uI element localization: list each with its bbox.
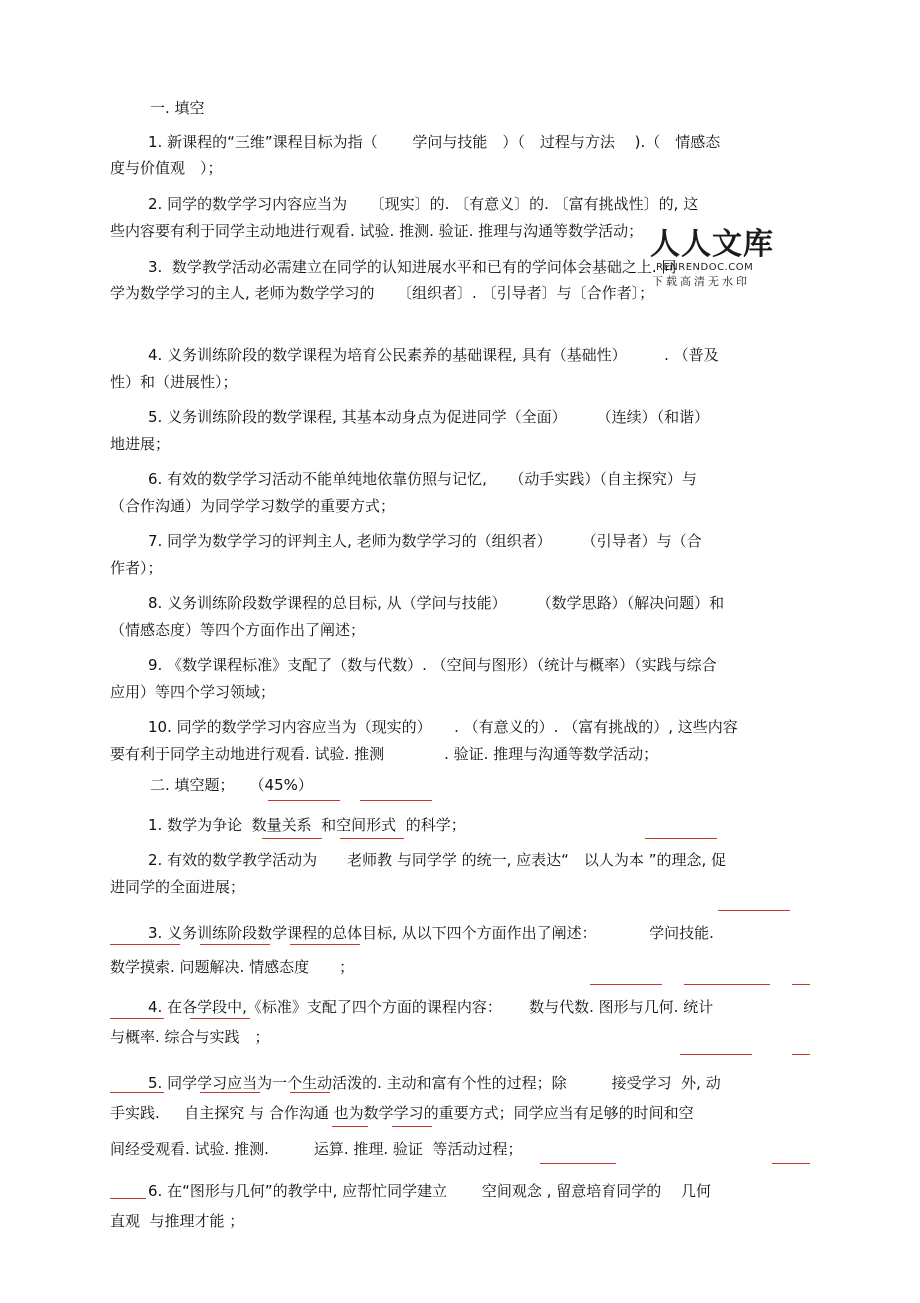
answer-underline [110, 1198, 146, 1199]
paragraph-line: 要有利于同学主动地进行观看. 试验. 推测 . 验证. 推理与沟通等数学活动； [110, 745, 659, 763]
paragraph-line: 度与价值观 ）； [110, 159, 223, 177]
paragraph-line: 3. 义务训练阶段数学课程的总体目标, 从以下四个方面作出了阐述： 学问技能. [148, 924, 714, 942]
paragraph-line: 1. 新课程的“三维”课程目标为指（ 学问与技能 ）（ 过程与方法 ).（ 情感态 [148, 133, 721, 151]
answer-underline [110, 944, 180, 945]
watermark-logo-text: 人人文库 [650, 227, 774, 262]
answer-underline [680, 1054, 752, 1055]
paragraph-line: 进同学的全面进展； [110, 878, 246, 896]
answer-underline [200, 944, 270, 945]
paragraph-line: 5. 同学学习应当为一个生动活泼的. 主动和富有个性的过程；除 接受学习 外, 动 [148, 1074, 721, 1092]
paragraph-line: 4. 在各学段中,《标准》支配了四个方面的课程内容： 数与代数. 图形与几何. 统计 [148, 998, 714, 1016]
paragraph-line: 应用）等四个学习领域； [110, 683, 276, 701]
paragraph-line: 2. 同学的数学学习内容应当为 〔现实〕的. 〔有意义〕的. 〔富有挑战性〕的, 这 [148, 195, 699, 213]
paragraph-line: 作者）； [110, 559, 163, 577]
paragraph-line: 直观 与推理才能 ； [110, 1212, 245, 1230]
paragraph-line: 6. 有效的数学学习活动不能单纯地依靠仿照与记忆, （动手实践）（自主探究）与 [148, 470, 697, 488]
answer-underline [200, 1092, 260, 1093]
answer-underline [684, 984, 770, 985]
paragraph-line: 6. 在“图形与几何”的教学中, 应帮忙同学建立 空间观念 , 留意培育同学的 几何 [148, 1182, 712, 1200]
watermark-url: RENRENDOC.COM [656, 262, 754, 273]
paragraph-line: 9. 《数学课程标准》支配了（数与代数）. （空间与图形）（统计与概率）（实践与综合 [148, 656, 717, 674]
paragraph-line: 学为数学学习的主人, 老师为数学学习的 〔组织者〕. 〔引导者〕与〔合作者〕； [110, 284, 655, 302]
section-heading: 二. 填空题； （45%） [150, 776, 313, 794]
answer-underline [540, 1163, 616, 1164]
paragraph-line: 10. 同学的数学学习内容应当为（现实的） . （有意义的）. （富有挑战的）, 这些内容 [148, 718, 738, 736]
paragraph-line: 1. 数学为争论 数量关系 和空间形式 的科学； [148, 816, 466, 834]
paragraph-line: 7. 同学为数学学习的评判主人, 老师为数学学习的（组织者） （引导者）与（合 [148, 532, 702, 550]
answer-underline [290, 944, 360, 945]
answer-underline [262, 838, 322, 839]
answer-underline [718, 910, 790, 911]
answer-underline [268, 800, 340, 801]
answer-underline [792, 984, 810, 985]
paragraph-line: （情感态度）等四个方面作出了阐述； [110, 621, 366, 639]
paragraph-line: 些内容要有利于同学主动地进行观看. 试验. 推测. 验证. 推理与沟通等数学活动； [110, 222, 644, 240]
answer-underline [645, 838, 717, 839]
answer-underline [110, 1018, 164, 1019]
paragraph-line: 3. 数学教学活动必需建立在同学的认知进展水平和已有的学问体会基础之上. 同 [148, 258, 677, 276]
answer-underline [190, 1018, 250, 1019]
section-heading: 一. 填空 [150, 99, 205, 117]
paragraph-line: 5. 义务训练阶段的数学课程, 其基本动身点为促进同学（全面） （连续）（和谐） [148, 408, 710, 426]
paragraph-line: 4. 义务训练阶段的数学课程为培育公民素养的基础课程, 具有（基础性） . （普及 [148, 346, 719, 364]
paragraph-line: 8. 义务训练阶段数学课程的总目标, 从（学问与技能） （数学思路）（解决问题）和 [148, 594, 725, 612]
answer-underline [290, 1092, 330, 1093]
paragraph-line: 数学摸索. 问题解决. 情感态度 ； [110, 958, 355, 976]
answer-underline [110, 1092, 164, 1093]
answer-underline [590, 984, 662, 985]
answer-underline [340, 838, 404, 839]
answer-underline [392, 1126, 432, 1127]
answer-underline [792, 1054, 810, 1055]
answer-underline [332, 1126, 368, 1127]
paragraph-line: 性）和（进展性）； [110, 373, 238, 391]
answer-underline [360, 800, 432, 801]
watermark-subtitle: 下载高清无水印 [652, 275, 750, 288]
paragraph-line: （合作沟通）为同学学习数学的重要方式； [110, 497, 396, 515]
paragraph-line: 手实践. 自主探究 与 合作沟通 也为数学学习的重要方式；同学应当有足够的时间和空 [110, 1104, 694, 1122]
paragraph-line: 2. 有效的数学教学活动为 老师教 与同学学 的统一, 应表达“ 以人为本 ”的理念, 促 [148, 851, 727, 869]
paragraph-line: 间经受观看. 试验. 推测. 运算. 推理. 验证 等活动过程； [110, 1140, 523, 1158]
paragraph-line: 与概率. 综合与实践 ； [110, 1028, 270, 1046]
paragraph-line: 地进展； [110, 435, 171, 453]
answer-underline [772, 1163, 810, 1164]
